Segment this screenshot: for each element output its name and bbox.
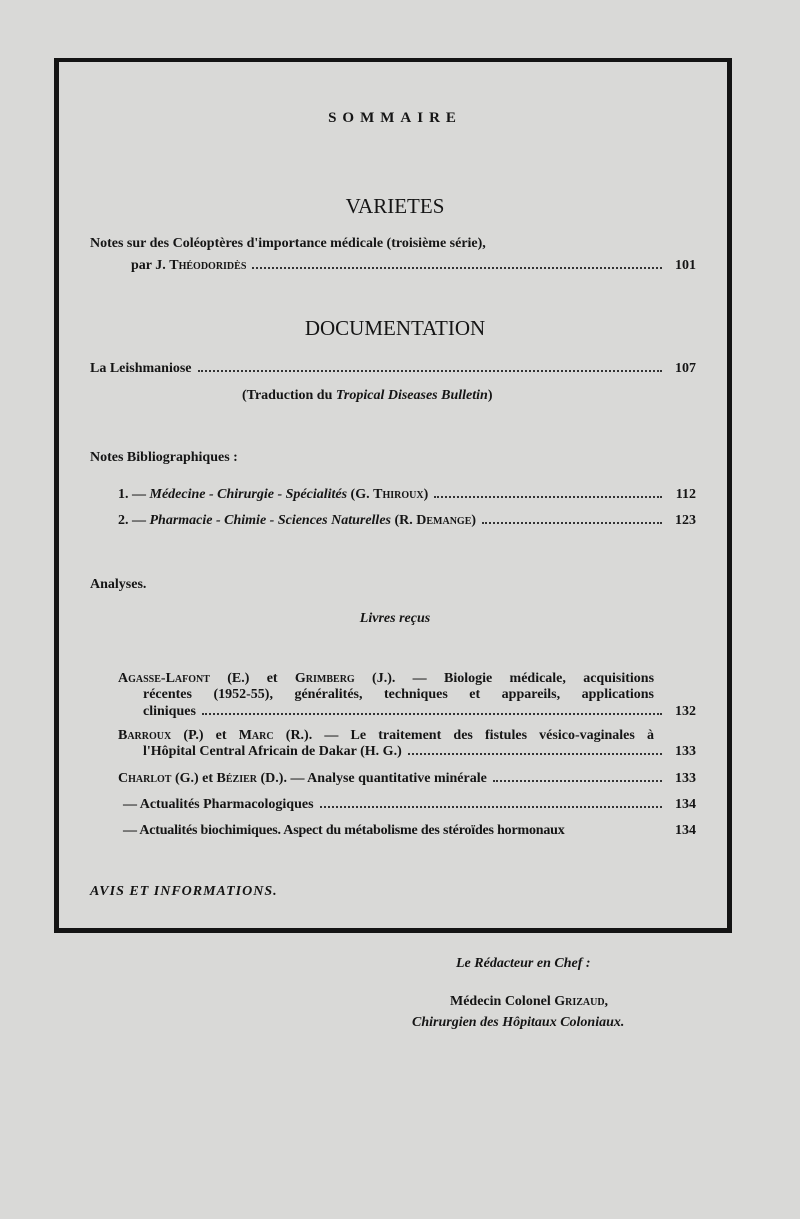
page-title: SOMMAIRE [328, 110, 462, 126]
author-name: Demange [416, 513, 472, 528]
page-number: 133 [675, 771, 696, 786]
entry-label: La Leishmaniose [90, 361, 192, 376]
toc-entry-leishmaniose[interactable] [90, 361, 696, 377]
author-name: Agasse-Lafont [118, 671, 210, 686]
leader-dots [252, 266, 662, 269]
author-name: Grizaud, [554, 994, 609, 1009]
varietes-entry[interactable] [131, 258, 696, 274]
agasse-line1[interactable]: Agasse-Lafont (E.) et Grimberg (J.). — Biologie médicale, acquisitions [118, 671, 655, 686]
page-number: 101 [675, 258, 696, 273]
leader-dots [198, 369, 662, 372]
author-name: Théodoridès [169, 258, 247, 273]
page-number: 112 [675, 487, 696, 502]
author-name: Thiroux [373, 487, 424, 502]
author-name: Marc [238, 728, 274, 743]
page-number: 133 [675, 744, 696, 759]
agasse-line2: récentes (1952-55), généralités, techniques et appareils, applications [143, 687, 654, 702]
page-number: 132 [675, 704, 696, 719]
leader-dots [482, 521, 662, 524]
biochim-entry[interactable]: — Actualités biochimiques. Aspect du métabolisme des stéroïdes hormonaux 134 [123, 823, 696, 838]
leader-dots [493, 779, 662, 782]
entry-title: Pharmacie - Chimie - Sciences Naturelles [149, 513, 391, 528]
barroux-line2[interactable]: l'Hôpital Central Africain de Dakar (H. G.) 133 [143, 744, 696, 759]
author-name: Barroux [118, 728, 172, 743]
page-number: 134 [675, 823, 696, 838]
leader-dots [408, 752, 662, 755]
toc-entry-notes-2[interactable]: 2. — Pharmacie - Chimie - Sciences Naturelles (R. Demange) 123 [118, 513, 696, 528]
notes-biblio-heading: Notes Bibliographiques : [90, 450, 238, 465]
barroux-line1[interactable]: Barroux (P.) et Marc (R.). — Le traitement des fistules vésico-vaginales à [118, 728, 655, 743]
page-number: 134 [675, 797, 696, 812]
agasse-line3[interactable]: cliniques 132 [143, 704, 696, 719]
varietes-entry-line1: Notes sur des Coléoptères d'importance médicale (troisième série), [90, 236, 486, 251]
author-name: Grimberg [294, 671, 355, 686]
livres-recus-heading: Livres reçus [359, 611, 431, 626]
page-number: 123 [675, 513, 696, 528]
author-name: Bézier [216, 771, 258, 786]
section-title-documentation: DOCUMENTATION [304, 316, 486, 340]
pharmaco-entry[interactable]: — Actualités Pharmacologiques 134 [123, 797, 696, 812]
avis-heading: AVIS ET INFORMATIONS. [90, 884, 278, 899]
leader-dots [434, 495, 662, 498]
author-name: Charlot [118, 771, 172, 786]
signature-name: Médecin Colonel Grizaud, [450, 994, 609, 1009]
leader-dots [320, 805, 662, 808]
translation-note: (Traduction du Tropical Diseases Bulletin) [242, 388, 493, 403]
varietes-entry-line2: par J. Théodoridès [131, 258, 247, 273]
analyses-heading: Analyses. [90, 577, 147, 592]
signature-title: Chirurgien des Hôpitaux Coloniaux. [412, 1015, 625, 1030]
journal-title: Tropical Diseases Bulletin [335, 388, 488, 403]
page-number: 107 [675, 361, 696, 376]
charlot-entry[interactable]: Charlot (G.) et Bézier (D.). — Analyse quantitative minérale 133 [118, 771, 696, 786]
section-title-varietes: VARIETES [345, 194, 445, 218]
entry-title: Médecine - Chirurgie - Spécialités [149, 487, 348, 502]
toc-entry-notes-1[interactable]: 1. — Médecine - Chirurgie - Spécialités (G. Thiroux) 112 [118, 487, 696, 502]
leader-dots [202, 712, 662, 715]
signature-role: Le Rédacteur en Chef : [456, 956, 591, 971]
